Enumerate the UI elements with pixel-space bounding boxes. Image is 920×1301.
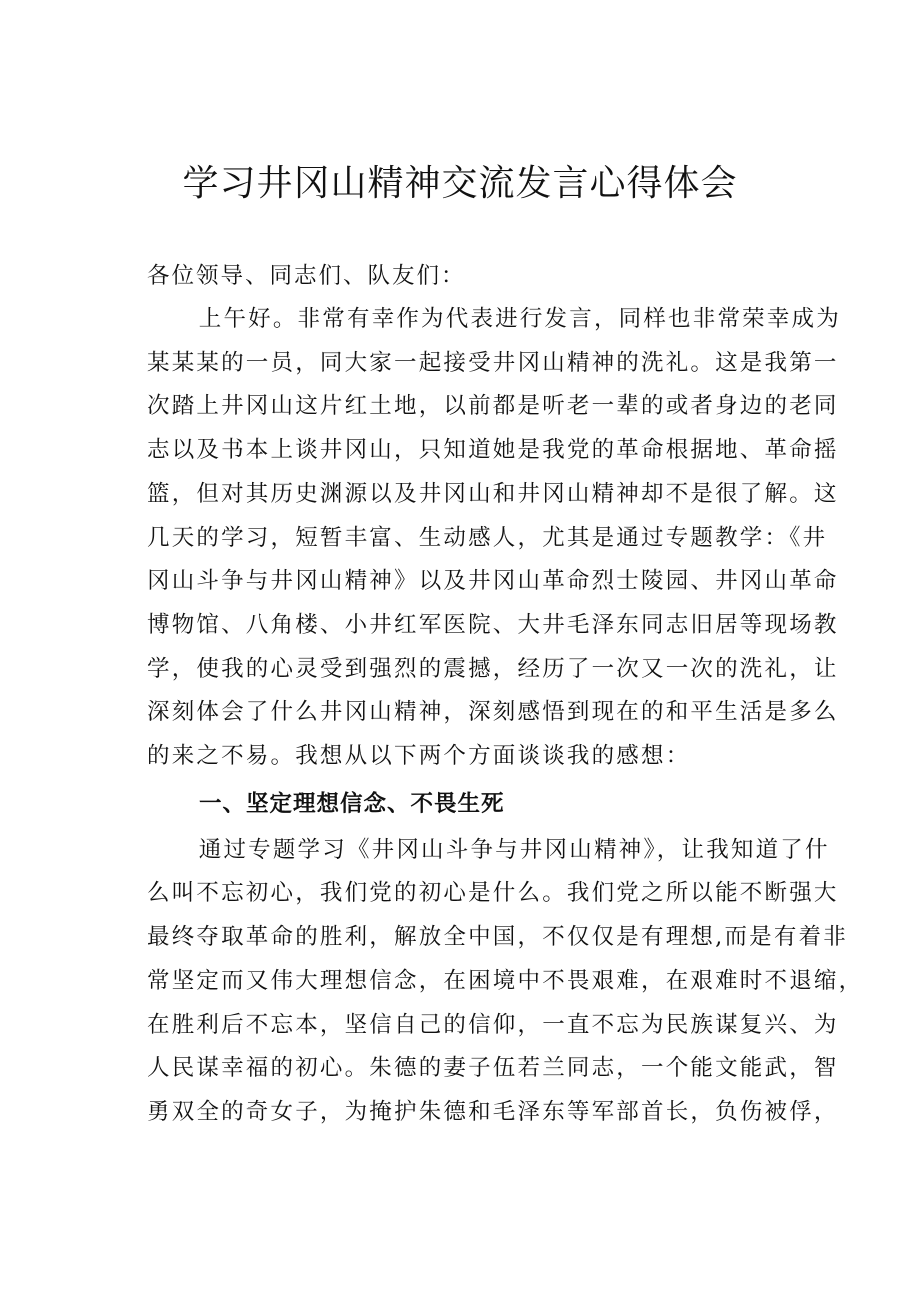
section-heading: 一、坚定理想信念、不畏生死 xyxy=(199,790,505,817)
text-line: 某某某的一员，同大家一起接受井冈山精神的洗礼。这是我第一 xyxy=(147,349,839,376)
text-line: 几天的学习，短暂丰富、生动感人，尤其是通过专题教学：《井 xyxy=(147,524,828,551)
text-line: 博物馆、八角楼、小井红军医院、大井毛泽东同志旧居等现场教 xyxy=(147,611,839,638)
text-line: 志以及书本上谈井冈山，只知道她是我党的革命根据地、革命摇 xyxy=(147,437,839,464)
text-line: 勇双全的奇女子，为掩护朱德和毛泽东等军部首长，负伤被俘， xyxy=(147,1098,839,1125)
text-line: 常坚定而又伟大理想信念，在困境中不畏艰难，在艰难时不退缩， xyxy=(147,967,864,994)
text-line: 上午好。非常有幸作为代表进行发言，同样也非常荣幸成为 xyxy=(198,306,841,332)
text-line: 的来之不易。我想从以下两个方面谈谈我的感想： xyxy=(147,743,691,770)
text-line: 人民谋幸福的初心。朱德的妻子伍若兰同志，一个能文能武，智 xyxy=(147,1055,839,1082)
text-line: 最终夺取革命的胜利，解放全中国，不仅仅是有理想,而是有着非 xyxy=(147,924,848,951)
paragraph-greeting xyxy=(147,298,841,779)
text-line: 篮，但对其历史渊源以及井冈山和井冈山精神却不是很了解。这 xyxy=(147,480,839,507)
text-line: 通过专题学习《井冈山斗争与井冈山精神》，让我知道了什 xyxy=(198,836,830,863)
text-line: 学，使我的心灵受到强烈的震撼，经历了一次又一次的洗礼，让 xyxy=(147,655,839,682)
document-title: 学习井冈山精神交流发言心得体会 xyxy=(182,163,738,204)
text-line: 么叫不忘初心，我们党的初心是什么。我们党之所以能不断强大 xyxy=(147,880,839,907)
text-line: 次踏上井冈山这片红土地，以前都是听老一辈的或者身边的老同 xyxy=(147,393,839,420)
text-line: 冈山斗争与井冈山精神》以及井冈山革命烈士陵园、井冈山革命 xyxy=(147,568,839,595)
paragraph-section1 xyxy=(147,829,864,1135)
salutation: 各位领导、同志们、队友们： xyxy=(147,263,466,289)
text-line: 深刻体会了什么井冈山精神，深刻感悟到现在的和平生活是多么 xyxy=(147,699,839,726)
text-line: 在胜利后不忘本，坚信自己的信仰，一直不忘为民族谋复兴、为 xyxy=(147,1011,839,1038)
document-body xyxy=(147,254,864,1135)
